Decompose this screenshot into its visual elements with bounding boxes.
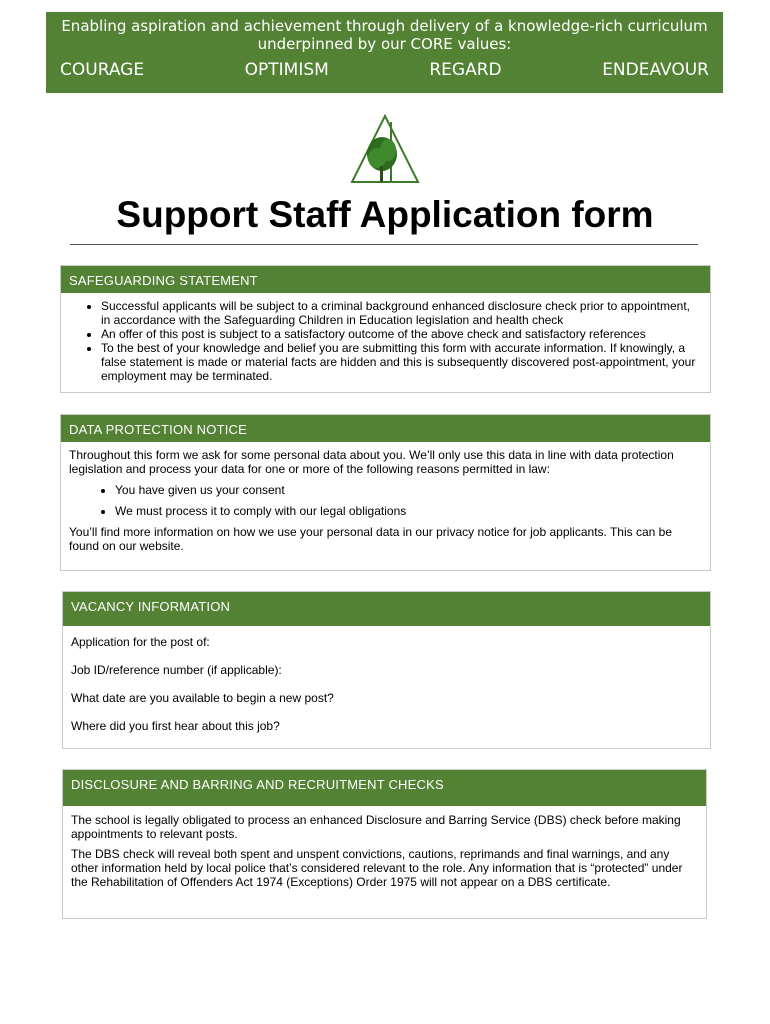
vacancy-heading: VACANCY INFORMATION: [63, 592, 710, 626]
page-title: Support Staff Application form: [116, 194, 654, 235]
job-reference-field[interactable]: Job ID/reference number (if applicable):: [71, 663, 282, 677]
available-date-field[interactable]: What date are you available to begin a new post?: [71, 691, 334, 705]
value-regard: REGARD: [429, 60, 502, 80]
core-values-list: [60, 60, 709, 80]
post-applied-field[interactable]: Application for the post of:: [71, 635, 210, 649]
dbs-section: [62, 769, 707, 919]
safeguarding-heading: SAFEGUARDING STATEMENT: [61, 266, 710, 293]
data-protection-outro: You’ll find more information on how we use your personal data in our privacy notice for job applicants. This can be found on our website.: [69, 525, 673, 553]
dbs-paragraph-2: The DBS check will reveal both spent and unspent convictions, cautions, reprimands and final warnings, and any other information held by local police that’s considered relevant to the role. Any information that is “protected” under the Rehabilitation of Offenders Act 1974 (Exceptions) Order 1975 will not appear on a DBS certificate.: [71, 847, 683, 889]
safeguarding-list: [69, 299, 702, 383]
job-source-field[interactable]: Where did you first hear about this job?: [71, 719, 280, 733]
list-item: • To the best of your knowledge and belief you are submitting this form with accurate information. If knowingly, a false statement is made or material facts are hidden and this is subsequently discovered post-appointment, your employment may be terminated.: [101, 341, 702, 383]
school-tree-logo-icon: [350, 114, 420, 184]
data-protection-reasons: [69, 483, 702, 518]
safeguarding-section: [60, 265, 711, 393]
list-item: • An offer of this post is subject to a satisfactory outcome of the above check and satisfactory references: [101, 327, 702, 341]
data-protection-section: [60, 414, 711, 571]
list-item: • You have given us your consent: [115, 483, 702, 497]
core-values-banner: [46, 12, 723, 93]
list-item: • We must process it to comply with our legal obligations: [115, 504, 702, 518]
vacancy-section: [62, 591, 711, 749]
data-protection-heading: DATA PROTECTION NOTICE: [61, 415, 710, 442]
list-item: • Successful applicants will be subject to a criminal background enhanced disclosure check prior to appointment, in accordance with the Safeguarding Children in Education legislation and health check: [101, 299, 702, 327]
dbs-paragraph-1: The school is legally obligated to process an enhanced Disclosure and Barring Service (DBS) check before making appointments to relevant posts.: [71, 813, 681, 841]
value-endeavour: ENDEAVOUR: [602, 60, 709, 80]
dbs-heading: DISCLOSURE AND BARRING AND RECRUITMENT CHECKS: [63, 770, 706, 806]
value-optimism: OPTIMISM: [244, 60, 329, 80]
value-courage: COURAGE: [60, 60, 145, 80]
banner-tagline: Enabling aspiration and achievement through delivery of a knowledge-rich curriculum underpinned by our CORE values:: [61, 17, 708, 53]
data-protection-intro: Throughout this form we ask for some personal data about you. We’ll only use this data in line with data protection legislation and process your data for one or more of the following reasons permitted in law:: [69, 448, 674, 476]
title-divider: [70, 244, 698, 245]
